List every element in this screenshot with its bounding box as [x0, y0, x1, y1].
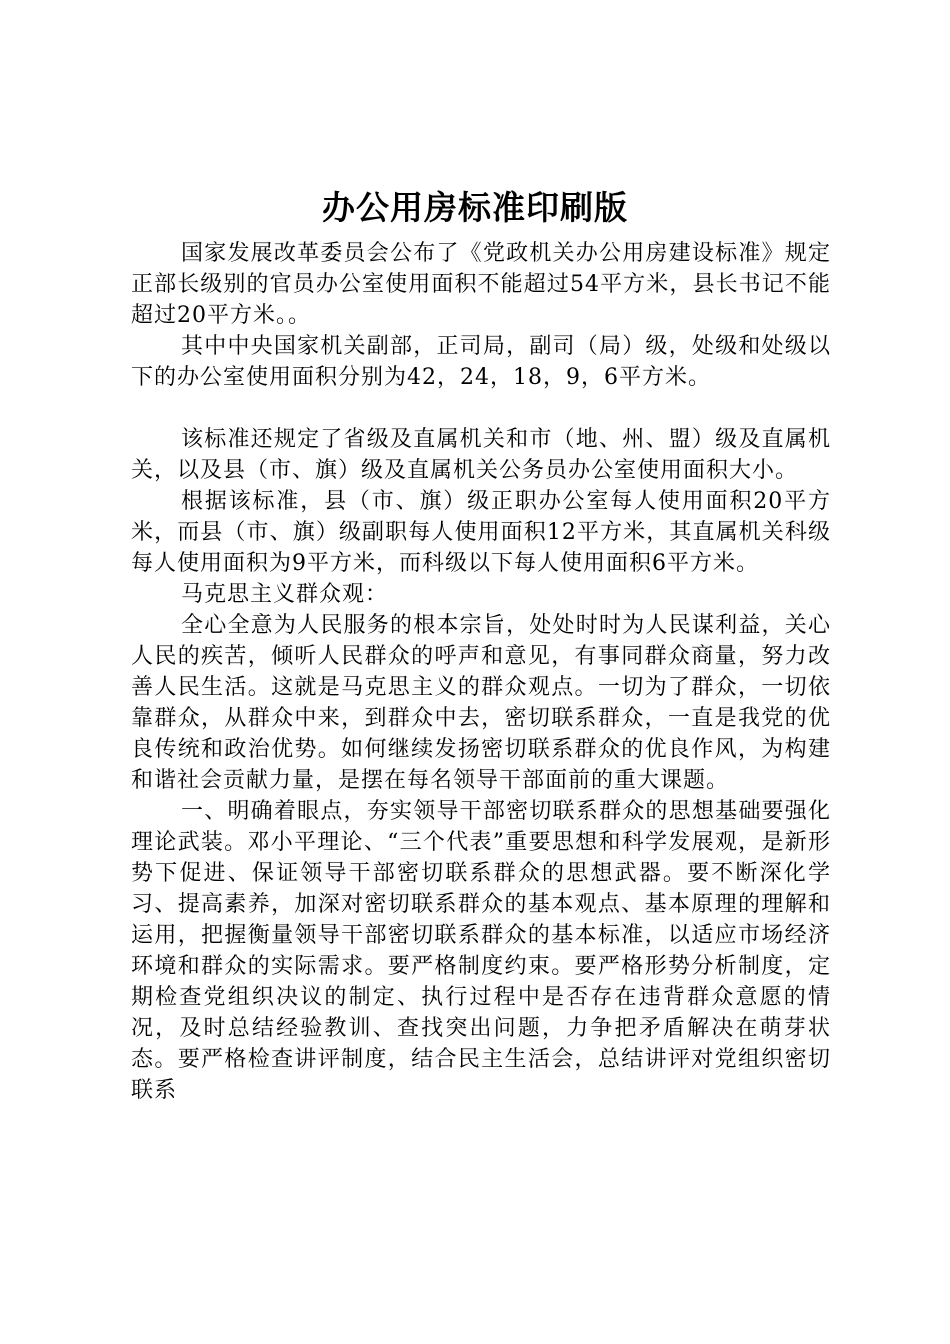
- paragraph: 该标准还规定了省级及直属机关和市（地、州、盟）级及直属机关，以及县（市、旗）级及直属机关公务员办公室使用面积大小。: [131, 427, 831, 483]
- document-title: 办公用房标准印刷版: [322, 188, 628, 227]
- document-body: [131, 238, 831, 1106]
- paragraph: 全心全意为人民服务的根本宗旨，处处时时为人民谋利益，关心人民的疾苦，倾听人民群众的呼声和意见，有事同群众商量，努力改善人民生活。这就是马克思主义的群众观点。一切为了群众，一切依靠群众，从群众中来，到群众中去，密切联系群众，一直是我党的优良传统和政治优势。如何继续发扬密切联系群众的优良作风，为构建和谐社会贡献力量，是摆在每名领导干部面前的重大课题。: [131, 613, 831, 793]
- paragraph: 一、明确着眼点，夯实领导干部密切联系群众的思想基础要强化理论武装。邓小平理论、“三个代表”重要思想和科学发展观，是新形势下促进、保证领导干部密切联系群众的思想武器。要不断深化学习、提高素养，加深对密切联系群众的基本观点、基本原理的理解和运用，把握衡量领导干部密切联系群众的基本标准，以适应市场经济环境和群众的实际需求。要严格制度约束。要严格形势分析制度，定期检查党组织决议的制定、执行过程中是否存在违背群众意愿的情况，及时总结经验教训、查找突出问题，力争把矛盾解决在萌芽状态。要严格检查讲评制度，结合民主生活会，总结讲评对党组织密切联系: [131, 799, 831, 1103]
- paragraph: 马克思主义群众观：: [181, 582, 389, 607]
- paragraph: 根据该标准，县（市、旗）级正职办公室每人使用面积20平方米，而县（市、旗）级副职每人使用面积12平方米，其直属机关科级每人使用面积为9平方米，而科级以下每人使用面积6平方米。: [131, 489, 831, 576]
- paragraph: 其中中央国家机关副部，正司局，副司（局）级，处级和处级以下的办公室使用面积分别为42，24，18，9，6平方米。: [131, 334, 831, 390]
- paragraph: 国家发展改革委员会公布了《党政机关办公用房建设标准》规定正部长级别的官员办公室使用面积不能超过54平方米，县长书记不能超过20平方米。。: [131, 241, 831, 328]
